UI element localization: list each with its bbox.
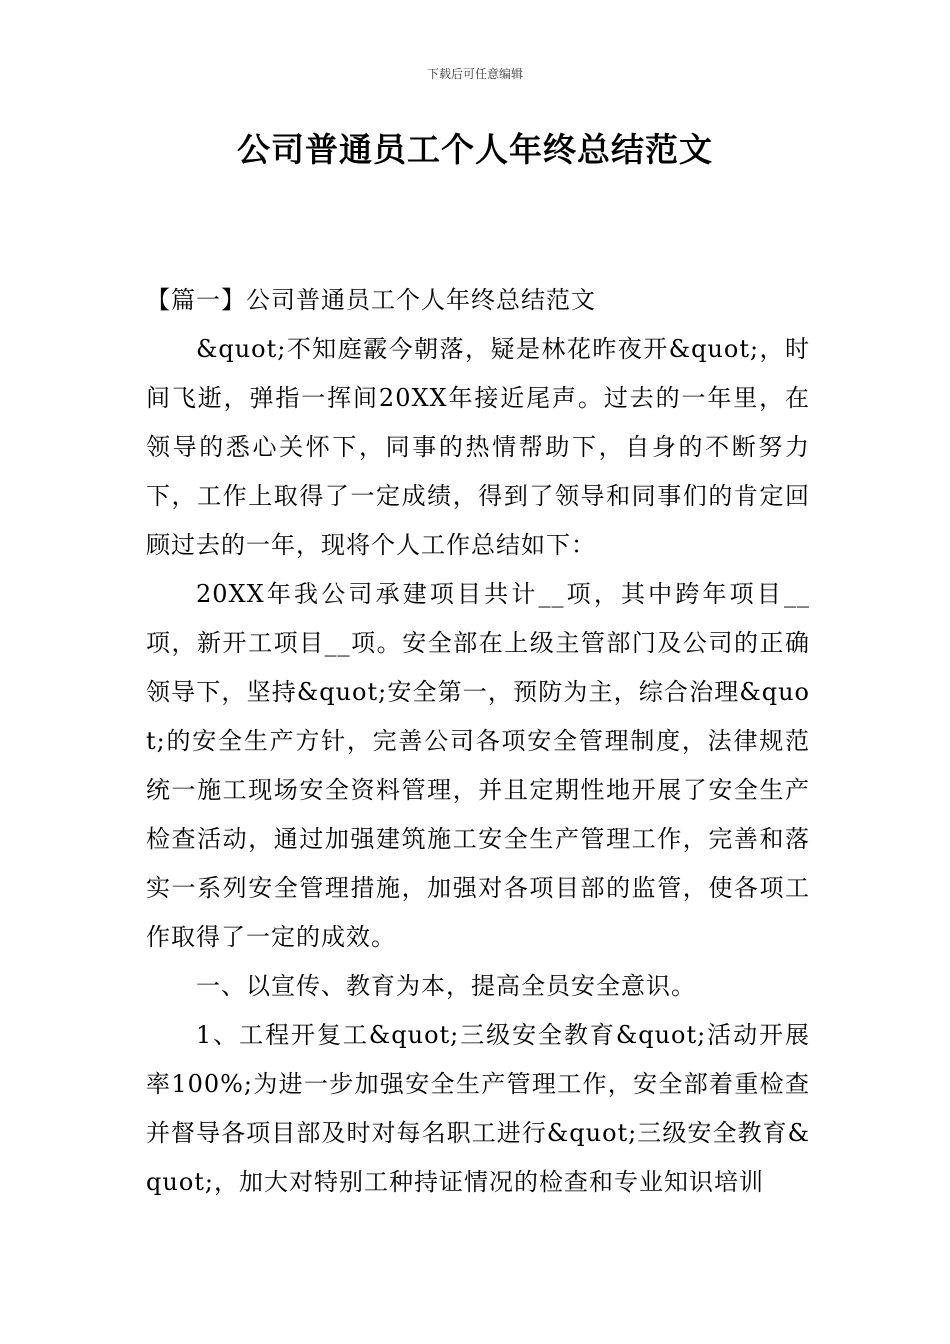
header-note: 下载后可任意编辑 [426, 67, 523, 81]
paragraph-overview: 20XX年我公司承建项目共计__项，其中跨年项目__项，新开工项目__项。安全部在上级主管部门及公司的正确领导下，坚持&quot;安全第一，预防为主，综合治理&quot;的安全生产方针，完善公司各项安全管理制度，法律规范统一施工现场安全资料管理，并且定期性地开展了安全生产检查活动，通过加强建筑施工安全生产管理工作，完善和落实一系列安全管理措施，加强对各项目部的监管，使各项工作取得了一定的成效。 [146, 580, 810, 951]
paragraph-subheading: 一、以宣传、教育为本，提高全员安全意识。 [196, 972, 696, 1000]
section-heading: 【篇一】公司普通员工个人年终总结范文 [146, 286, 596, 314]
paragraph-intro: &quot;不知庭霰今朝落，疑是林花昨夜开&quot;，时间飞逝，弹指一挥间20XX年接近尾声。过去的一年里，在领导的悉心关怀下，同事的热情帮助下，自身的不断努力下，工作上取得了一定成绩，得到了领导和同事们的肯定回顾过去的一年，现将个人工作总结如下： [146, 335, 810, 559]
document-title: 公司普通员工个人年终总结范文 [237, 130, 713, 169]
paragraph-item-1: 1、工程开复工&quot;三级安全教育&quot;活动开展率100%;为进一步加强安全生产管理工作，安全部着重检查并督导各项目部及时对每名职工进行&quot;三级安全教育&quot;，加大对特别工种持证情况的检查和专业知识培训 [146, 1021, 810, 1196]
document-body [146, 276, 810, 1207]
